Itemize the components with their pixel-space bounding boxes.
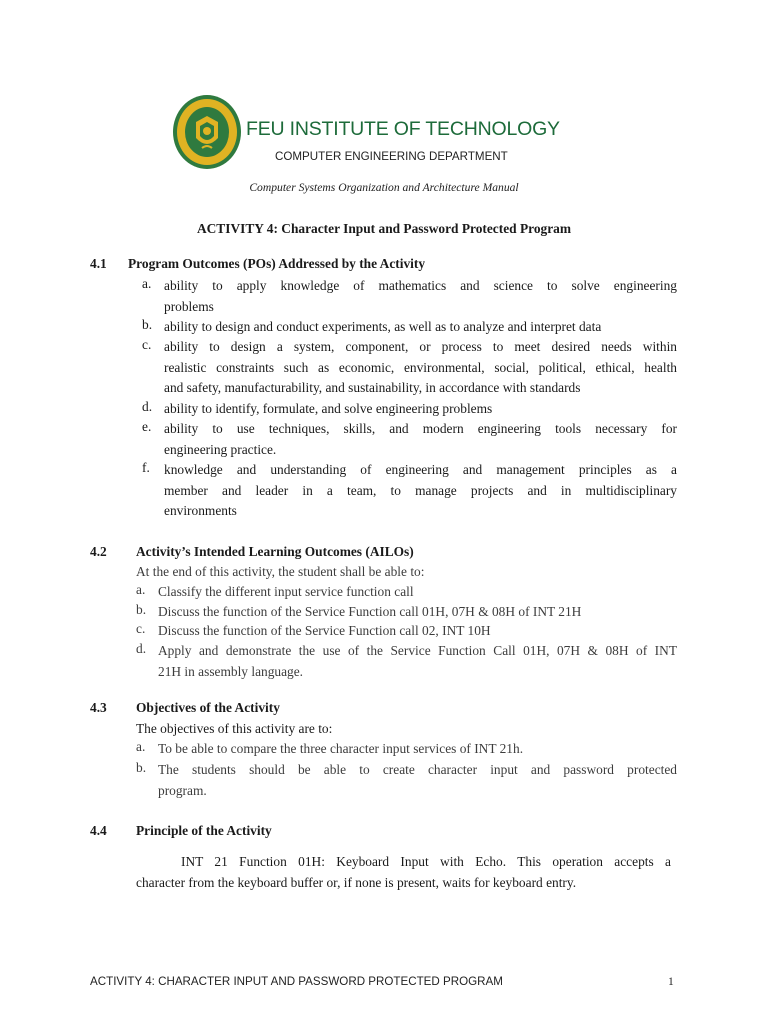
section-title: Principle of the Activity xyxy=(136,823,272,838)
activity-title: ACTIVITY 4: Character Input and Password Protected Program xyxy=(196,221,572,236)
list-label: c. xyxy=(142,337,152,352)
manual-title: Computer Systems Organization and Architecture Manual xyxy=(249,181,519,194)
list-text: ability to identify, formulate, and solve engineering problems xyxy=(164,401,493,416)
section-number: 4.3 xyxy=(90,700,107,715)
list-text: problems xyxy=(164,298,214,314)
list-item xyxy=(136,641,677,682)
list-label: a. xyxy=(136,582,146,597)
list-text: Classify the different input service function call xyxy=(158,584,414,599)
section-intro: At the end of this activity, the student shall be able to: xyxy=(136,564,425,579)
section-intro: The objectives of this activity are to: xyxy=(136,721,333,736)
paragraph-line: character from the keyboard buffer or, if none is present, waits for keyboard entry. xyxy=(136,874,577,890)
list-item xyxy=(136,582,677,603)
list-label: d. xyxy=(136,641,147,656)
list-label: a. xyxy=(136,739,146,754)
list-item xyxy=(142,399,677,420)
feu-seal-logo xyxy=(172,94,242,170)
section-title: Program Outcomes (POs) Addressed by the Activity xyxy=(128,256,426,271)
page-footer: ACTIVITY 4: CHARACTER INPUT AND PASSWORD PROTECTED PROGRAM xyxy=(90,975,503,988)
section-number: 4.1 xyxy=(90,256,107,271)
list-text: Discuss the function of the Service Function call 02, INT 10H xyxy=(158,623,491,638)
list-label: e. xyxy=(142,419,152,434)
list-label: d. xyxy=(142,399,153,414)
list-item xyxy=(142,419,677,460)
list-item xyxy=(136,621,677,642)
list-item xyxy=(142,460,677,522)
principle-paragraph xyxy=(136,852,671,893)
section-title: Activity’s Intended Learning Outcomes (AILOs) xyxy=(136,544,414,559)
list-text: ability to design a system, component, or process to meet desired needs within xyxy=(164,339,677,354)
section-4-1-heading xyxy=(90,256,425,272)
page-number: 1 xyxy=(668,975,674,988)
list-label: b. xyxy=(142,317,153,332)
list-text: environments xyxy=(164,503,237,518)
list-text: Apply and demonstrate the use of the Service Function Call 01H, 07H & 08H of INT xyxy=(158,643,677,658)
list-item xyxy=(136,602,677,623)
department-name: COMPUTER ENGINEERING DEPARTMENT xyxy=(275,150,508,163)
section-4-3-heading xyxy=(90,700,280,716)
list-text: ability to design and conduct experiments, as well as to analyze and interpret data xyxy=(164,319,602,334)
list-text: and safety, manufacturability, and sustainability, in accordance with standards xyxy=(164,380,581,395)
list-label: b. xyxy=(136,760,147,775)
list-text: The students should be able to create character input and password protected xyxy=(158,762,677,777)
list-label: f. xyxy=(142,460,150,475)
list-label: a. xyxy=(142,276,152,291)
section-4-4-heading xyxy=(90,823,272,839)
list-item xyxy=(142,276,677,317)
list-item xyxy=(142,317,677,338)
list-label: b. xyxy=(136,602,147,617)
list-text: realistic constraints such as economic, environmental, social, political, ethical, health xyxy=(164,359,677,375)
list-label: c. xyxy=(136,621,146,636)
section-title: Objectives of the Activity xyxy=(136,700,280,715)
list-text: knowledge and understanding of engineering and management principles as a xyxy=(164,462,677,477)
list-text: member and leader in a team, to manage projects and in multidisciplinary xyxy=(164,482,677,498)
list-text: program. xyxy=(158,782,207,798)
list-text: ability to use techniques, skills, and modern engineering tools necessary for xyxy=(164,421,677,436)
list-item xyxy=(136,739,677,760)
paragraph-line: INT 21 Function 01H: Keyboard Input with Echo. This operation accepts a xyxy=(181,854,671,869)
institution-name: FEU INSTITUTE OF TECHNOLOGY xyxy=(246,118,560,140)
section-number: 4.2 xyxy=(90,544,107,559)
list-item xyxy=(142,337,677,399)
list-text: engineering practice. xyxy=(164,441,277,457)
list-text: Discuss the function of the Service Function call 01H, 07H & 08H of INT 21H xyxy=(158,604,582,619)
section-4-2-heading xyxy=(90,544,414,560)
list-text: 21H in assembly language. xyxy=(158,663,304,679)
list-text: To be able to compare the three character input services of INT 21h. xyxy=(158,741,524,756)
list-item xyxy=(136,760,677,801)
section-number: 4.4 xyxy=(90,823,107,838)
list-text: ability to apply knowledge of mathematics and science to solve engineering xyxy=(164,278,677,293)
